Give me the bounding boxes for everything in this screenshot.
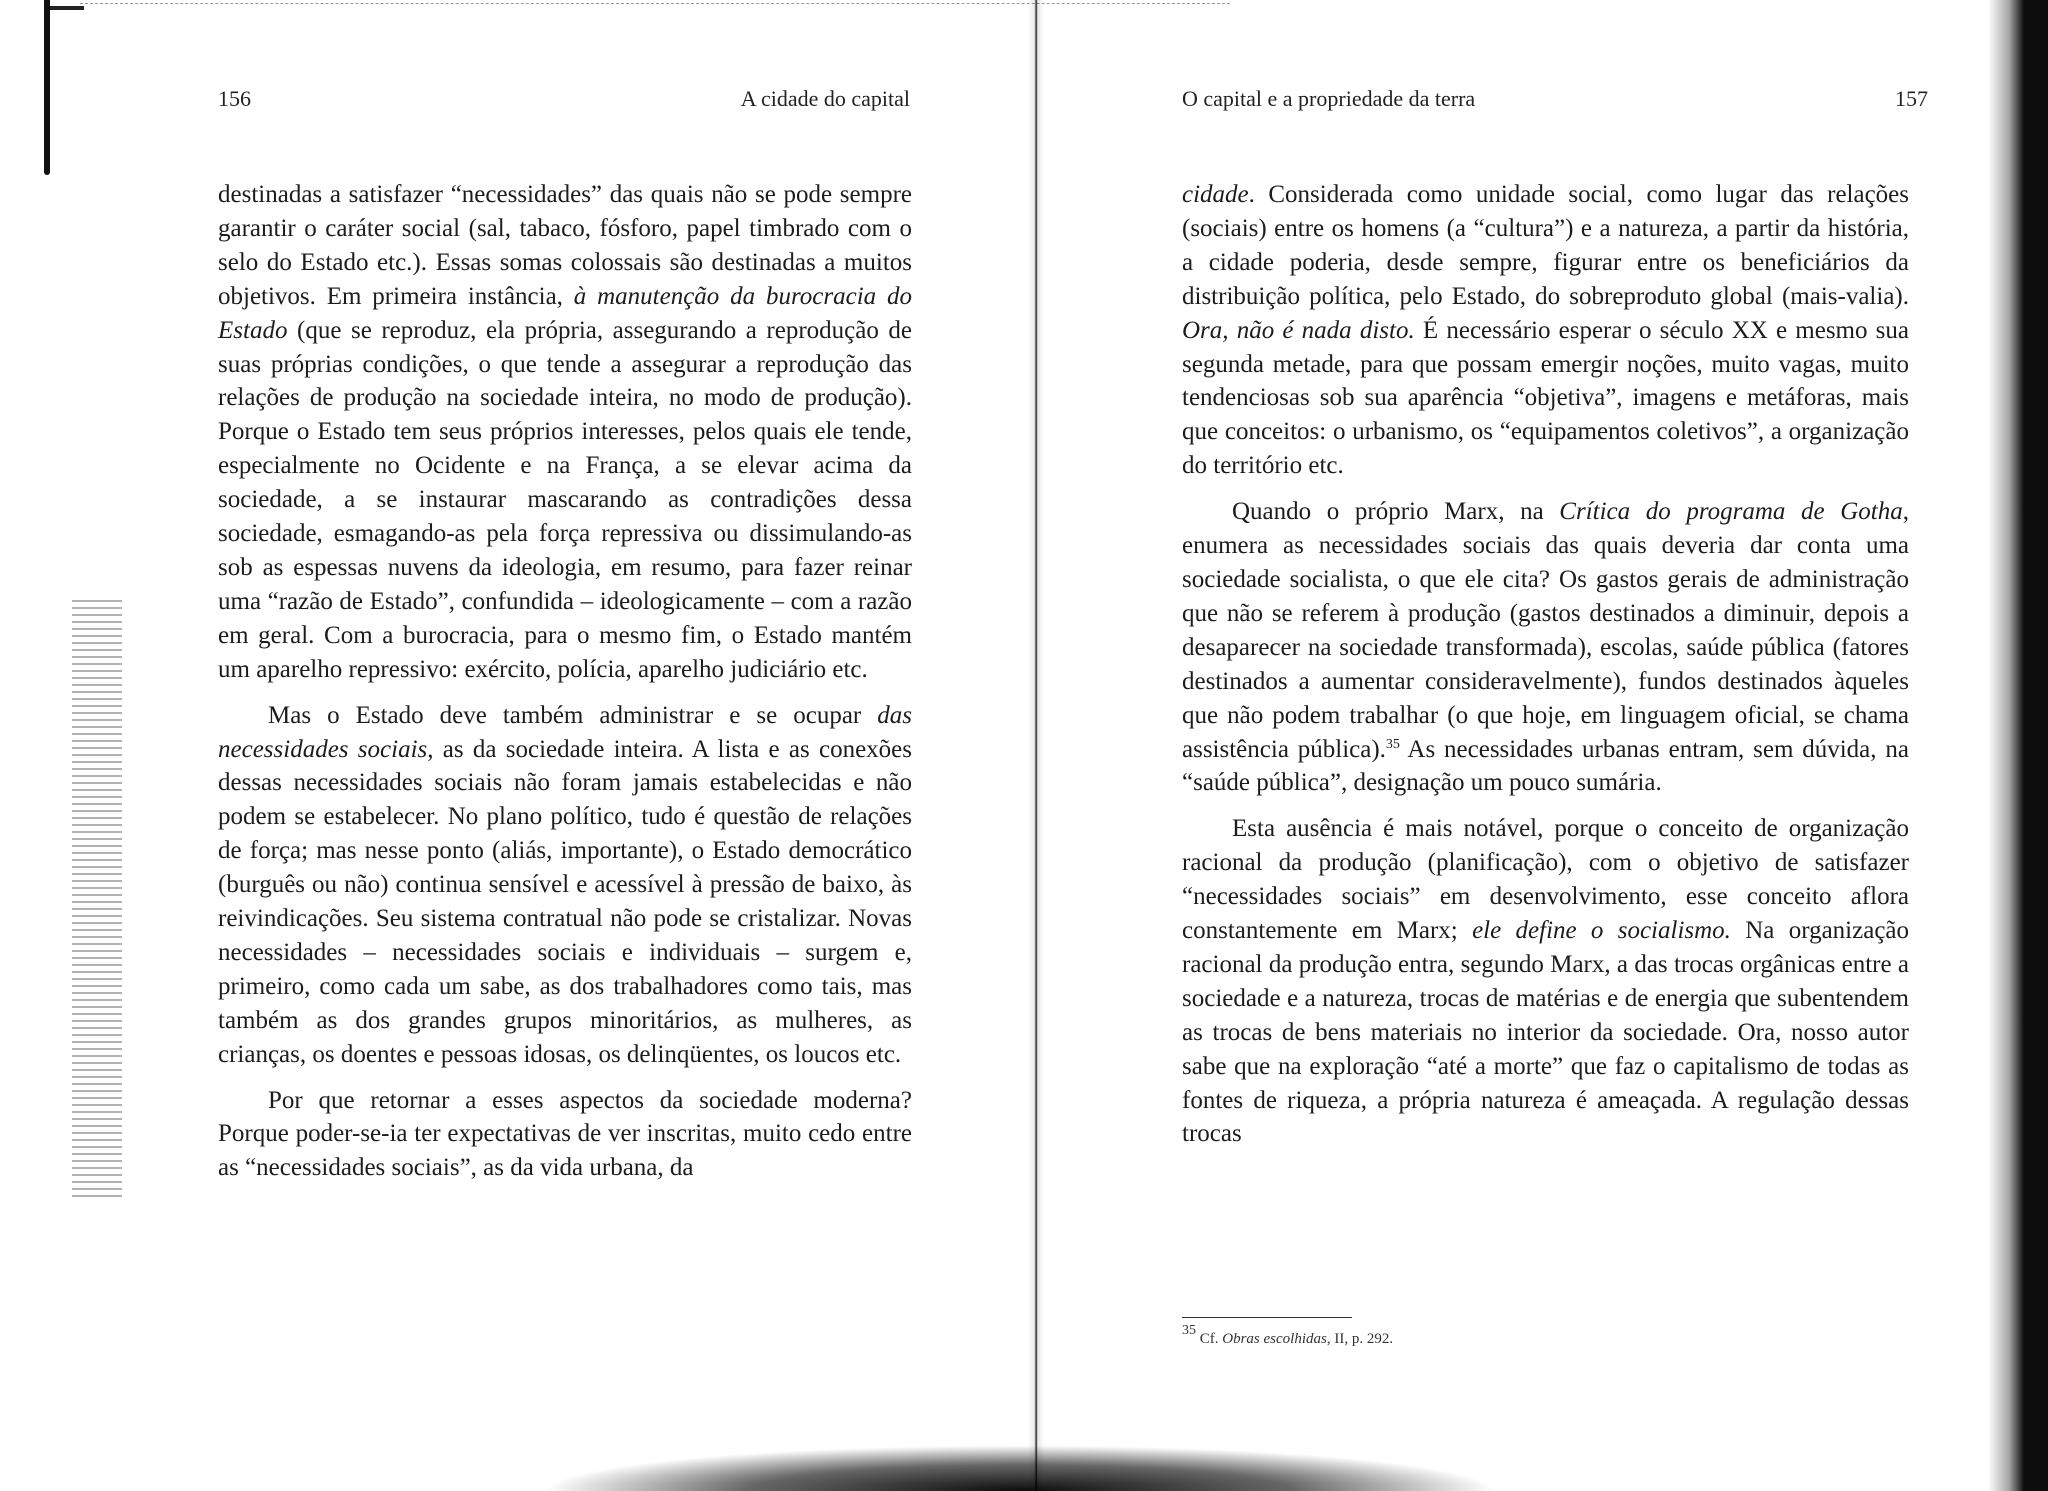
text-run: Quando o próprio Marx, na [1232, 498, 1560, 526]
body-text [1182, 178, 1909, 1163]
running-title: A cidade do capital [740, 86, 910, 111]
footnote [1182, 1323, 1394, 1348]
italic-text: das necessidades sociais [218, 701, 912, 763]
text-run: As necessidades urbanas entram, sem dúvida, na “saúde pública”, designação um pouco sumária. [1182, 735, 1909, 797]
text-run: Na organização racional da produção entra, segundo Marx, a das trocas orgânicas entre a sociedade e a natureza, trocas de matérias e de energia que subentendem as trocas de bens materiais no interior da sociedade. Ora, nosso autor sabe que na exploração “até a morte” que faz o capitalismo de todas as fontes de riqueza, a própria natureza é ameaçada. A regulação dessas trocas [1182, 917, 1910, 1148]
body-text [218, 178, 912, 1197]
page-number: 157 [1895, 86, 1928, 111]
footnote-marker: 35 [1182, 1323, 1196, 1338]
text-run: , enumera as necessidades sociais das quais deveria dar conta uma sociedade socialista, o que ele cita? Os gastos gerais de administração que não se referem à produção (gastos destinados a diminuir, depois a desaparecer na sociedade transformada), escolas, saúde pública (fatores destinados a aumentar consideravelmente), fundos destinados àqueles que não podem trabalhar (o que hoje, em linguagem oficial, se chama assistência pública). [1182, 498, 1909, 763]
text-run: destinadas a satisfazer “necessidades” das quais não se pode sempre garantir o caráter social (sal, tabaco, fósforo, papel timbrado com o selo do Estado etc.). Essas somas colossais são destinadas a muitos objetivos. Em primeira instância, [218, 181, 912, 310]
italic-text: ele define o socialismo. [1472, 917, 1731, 945]
page-number: 156 [218, 86, 251, 111]
paragraph [1182, 812, 1909, 1151]
paragraph [1182, 495, 1909, 800]
italic-text: Crítica do programa de Gotha [1559, 498, 1903, 526]
text-run: Cf. [1196, 1331, 1223, 1347]
paragraph [218, 1084, 912, 1186]
paragraph [1182, 178, 1909, 483]
footnote-divider [1182, 1317, 1352, 1318]
paragraph [218, 178, 912, 687]
right-page [1036, 0, 2048, 1491]
scan-binding-shadow [540, 1445, 1500, 1491]
paragraph [218, 699, 912, 1072]
italic-text: cidade [1182, 181, 1249, 208]
text-run: Por que retornar a esses aspectos da sociedade moderna? Porque poder-se-ia ter expectativas de ver inscritas, muito cedo entre as “necessidades sociais”, as da vida urbana, da [218, 1086, 912, 1182]
text-run: , as da sociedade inteira. A lista e as conexões dessas necessidades sociais não foram jamais estabelecidas e não podem se estabelecer. No plano político, tudo é questão de relações de força; mas nesse ponto (aliás, importante), o Estado democrático (burguês ou não) continua sensível e acessível à pressão de baixo, às reivindicações. Seu sistema contratual não pode se cristalizar. Novas necessidades – necessidades sociais e individuais – surgem e, primeiro, como cada um sabe, as dos trabalhadores como tais, mas também as dos grandes grupos minoritários, as mulheres, as crianças, os doentes e pessoas idosas, os delinqüentes, os loucos etc. [218, 735, 913, 1068]
text-run: , II, p. 292. [1326, 1331, 1394, 1347]
scan-right-edge [1988, 0, 2048, 1491]
italic-text: Ora, não é nada disto. [1182, 316, 1415, 344]
text-run: Esta ausência é mais notável, porque o conceito de organização racional da produção (planificação), com o objetivo de satisfazer “necessidades sociais” em desenvolvimento, esse conceito aflora constantemente em Marx; [1182, 815, 1909, 945]
text-run: . Considerada como unidade social, como lugar das relações (sociais) entre os homens (a “cultura”) e a natureza, a partir da história, a cidade poderia, desde sempre, figurar entre os beneficiários da distribuição política, pelo Estado, do sobreproduto global (mais-valia). [1182, 181, 1909, 310]
italic-text: Obras escolhidas [1222, 1331, 1327, 1347]
text-run: É necessário esperar o século XX e mesmo sua segunda metade, para que possam emergir noções, muito vagas, muito tendenciosas sob sua aparência “objetiva”, imagens e metáforas, mais que conceitos: o urbanismo, os “equipamentos coletivos”, a organização do território etc. [1182, 316, 1909, 480]
footnote-marker: 35 [1385, 736, 1400, 752]
text-run: (que se reproduz, ela própria, assegurando a reprodução de suas próprias condições, o que tende a assegurar a reprodução das relações de produção na sociedade inteira, no modo de produção). Porque o Estado tem seus próprios interesses, pelos quais ele tende, especialmente no Ocidente e na França, a se elevar acima da sociedade, a se instaurar mascarando as contradições dessa sociedade, esmagando-as pela força repressiva ou dissimulando-as sob as espessas nuvens da ideologia, em resumo, para fazer reinar uma “razão de Estado”, confundida – ideologicamente – com a razão em geral. Com a burocracia, para o mesmo fim, o Estado mantém um aparelho repressivo: exército, polícia, aparelho judiciário etc. [218, 316, 912, 683]
running-title: O capital e a propriedade da terra [1182, 86, 1476, 111]
text-run: Mas o Estado deve também administrar e se ocupar [268, 701, 878, 729]
italic-text: à manutenção da burocracia do Estado [218, 282, 912, 344]
